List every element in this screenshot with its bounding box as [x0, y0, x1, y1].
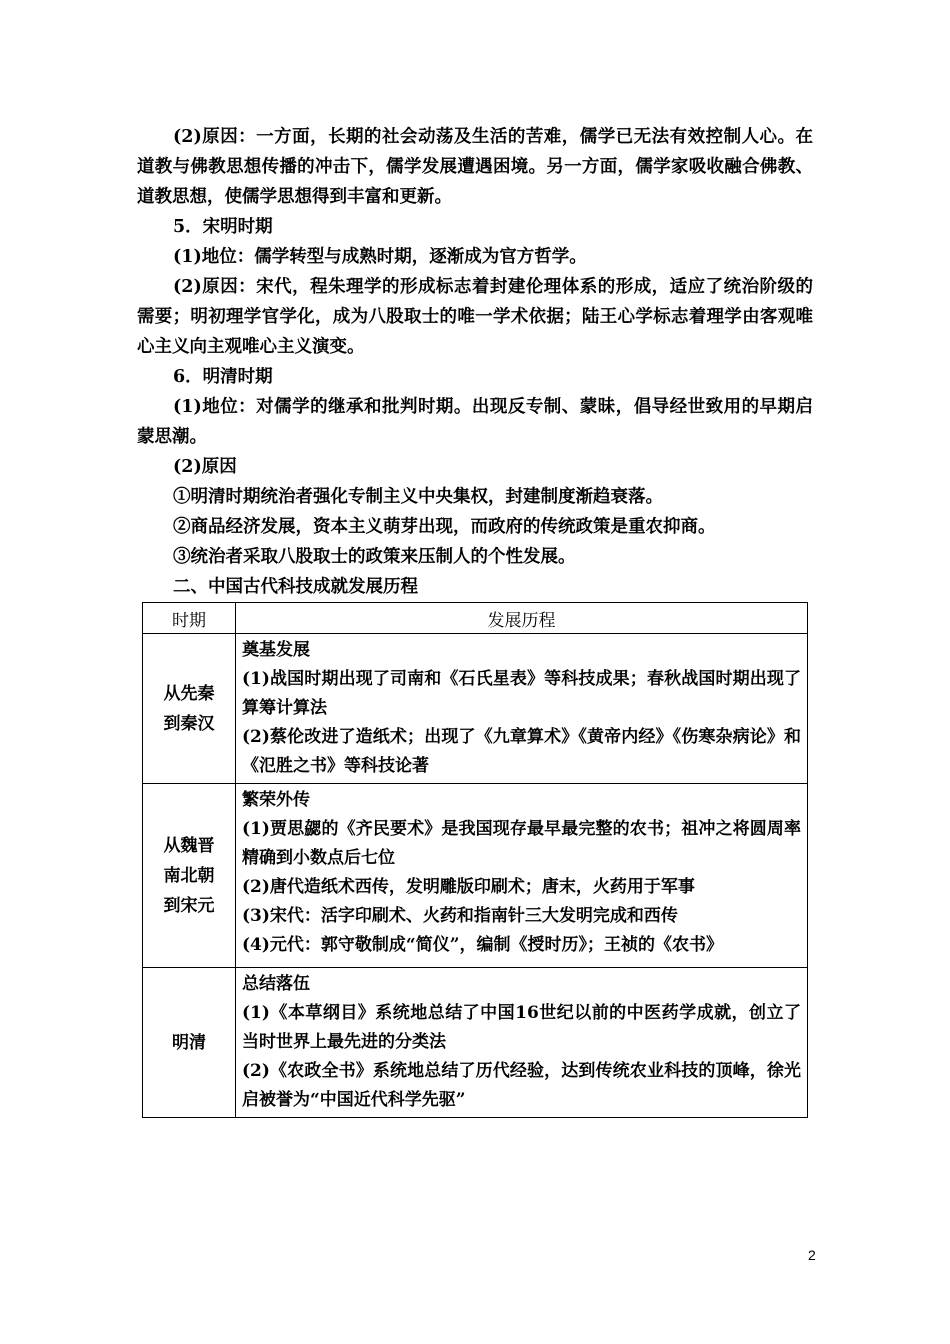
history-cell: [236, 968, 808, 1118]
period-cell: 从魏晋 南北朝 到宋元: [143, 784, 236, 968]
table-row: [143, 784, 808, 968]
history-item: (2)唐代造纸术西传，发明雕版印刷术；唐末，火药用于军事: [242, 877, 695, 897]
history-item: (1)贾思勰的《齐民要术》是我国现存最早最完整的农书；祖冲之将圆周率精确到小数点后七位: [242, 819, 801, 868]
document-body: [137, 122, 813, 602]
section-heading: 5．宋明时期: [173, 217, 273, 237]
history-item: (1)战国时期出现了司南和《石氏星表》等科技成果；春秋战国时期出现了算筹计算法: [242, 669, 801, 718]
section-heading: 6．明清时期: [173, 367, 273, 387]
history-item: (2)《农政全书》系统地总结了历代经验，达到传统农业科技的顶峰，徐光启被誉为“中国近代科学先驱”: [242, 1061, 801, 1110]
history-item: (1)《本草纲目》系统地总结了中国16世纪以前的中医药学成就，创立了当时世界上最先进的分类法: [242, 1003, 801, 1052]
period-cell: 明清: [143, 968, 236, 1118]
header-history: 发展历程: [236, 603, 808, 634]
table-row: [143, 634, 808, 784]
history-item: (2)蔡伦改进了造纸术；出现了《九章算术》《黄帝内经》《伤寒杂病论》和《氾胜之书》等科技论著: [242, 727, 801, 776]
paragraph: (2)原因: [173, 457, 237, 477]
list-item: ②商品经济发展，资本主义萌芽出现，而政府的传统政策是重农抑商。: [173, 517, 716, 537]
row-title: 繁荣外传: [242, 790, 310, 810]
period-cell: 从先秦 到秦汉: [143, 634, 236, 784]
history-cell: [236, 784, 808, 968]
page-number: 2: [808, 1247, 816, 1263]
table-row: [143, 968, 808, 1118]
row-title: 奠基发展: [242, 640, 310, 660]
table-header-row: [143, 603, 808, 634]
header-period: 时期: [143, 603, 236, 634]
paragraph: (1)地位：对儒学的继承和批判时期。出现反专制、蒙昧，倡导经世致用的早期启蒙思潮。: [137, 397, 813, 447]
paragraph: (2)原因：宋代，程朱理学的形成标志着封建伦理体系的形成，适应了统治阶级的需要；明初理学官学化，成为八股取士的唯一学术依据；陆王心学标志着理学由客观唯心主义向主观唯心主义演变。: [137, 277, 813, 357]
row-title: 总结落伍: [242, 974, 310, 994]
list-item: ③统治者采取八股取士的政策来压制人的个性发展。: [173, 547, 576, 567]
science-history-table: [142, 602, 808, 1118]
paragraph: (2)原因：一方面，长期的社会动荡及生活的苦难，儒学已无法有效控制人心。在道教与佛教思想传播的冲击下，儒学发展遭遇困境。另一方面，儒学家吸收融合佛教、道教思想，使儒学思想得到丰富和更新。: [137, 127, 813, 207]
history-cell: [236, 634, 808, 784]
list-item: ①明清时期统治者强化专制主义中央集权，封建制度渐趋衰落。: [173, 487, 663, 507]
history-item: (3)宋代：活字印刷术、火药和指南针三大发明完成和西传: [242, 906, 678, 926]
history-item: (4)元代：郭守敬制成“简仪”，编制《授时历》；王祯的《农书》: [242, 935, 723, 955]
paragraph: (1)地位：儒学转型与成熟时期，逐渐成为官方哲学。: [173, 247, 587, 267]
section-heading: 二、中国古代科技成就发展历程: [173, 577, 418, 597]
